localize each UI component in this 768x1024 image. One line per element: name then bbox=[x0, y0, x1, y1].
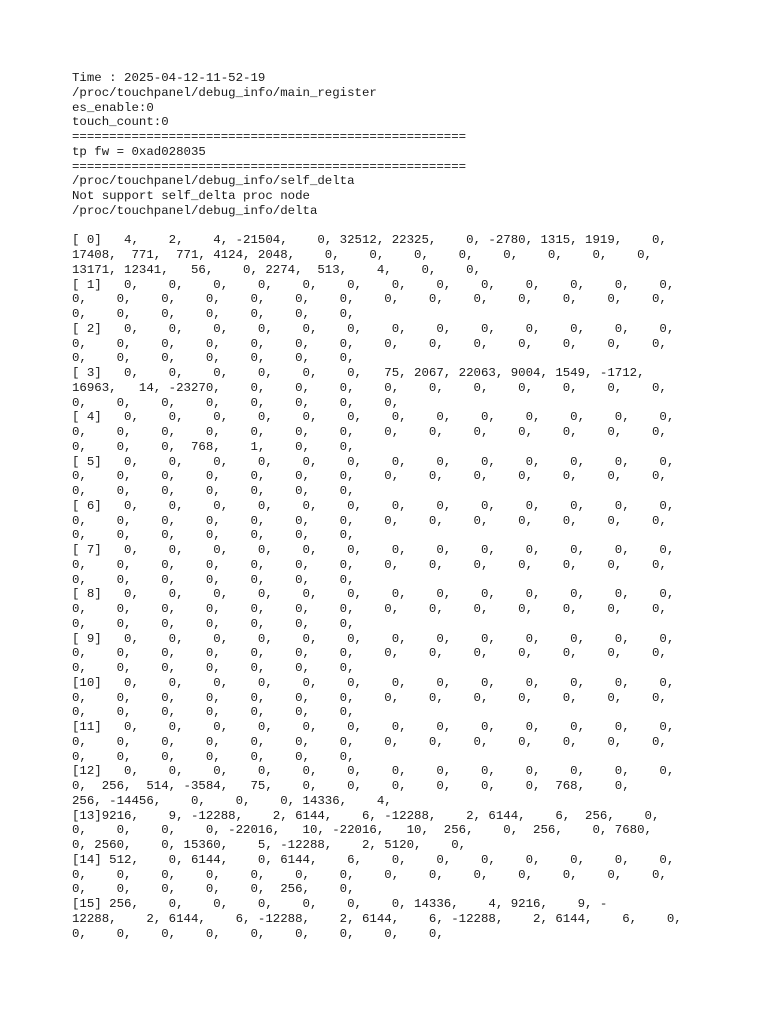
delta-row-line: 0, 0, 0, 0, 0, 0, 0, bbox=[72, 616, 355, 631]
delta-row-line: 0, 2560, 0, 15360, 5, -12288, 2, 5120, 0, bbox=[72, 838, 467, 852]
delta-row-line: [ 7] 0, 0, 0, 0, 0, 0, 0, 0, 0, 0, 0, 0, 0, bbox=[72, 543, 675, 557]
es-enable-line: es_enable:0 bbox=[72, 100, 154, 115]
delta-row-line: 0, 0, 0, 0, 0, 0, 0, 0, 0, bbox=[72, 926, 444, 941]
delta-row-line: [ 3] 0, 0, 0, 0, 0, 0, 75, 2067, 22063, 9004, 1549, -1712, bbox=[72, 366, 645, 380]
delta-row-line: 0, 0, 0, 0, 0, 0, 0, bbox=[72, 749, 355, 764]
delta-row-line: [14] 512, 0, 6144, 0, 6144, 6, 0, 0, 0, 0, 0, 0, 0, bbox=[72, 852, 675, 867]
delta-row-line: 0, 0, 0, 0, 0, 0, 0, 0, 0, 0, 0, 0, 0, 0, bbox=[72, 336, 667, 351]
delta-row-line: [13]9216, 9, -12288, 2, 6144, 6, -12288, 2, 6144, 6, 256, 0, bbox=[72, 808, 660, 823]
debug-log-document bbox=[72, 71, 762, 941]
delta-row-line: [ 5] 0, 0, 0, 0, 0, 0, 0, 0, 0, 0, 0, 0, 0, bbox=[72, 454, 675, 469]
delta-row-line: [12] 0, 0, 0, 0, 0, 0, 0, 0, 0, 0, 0, 0, 0, bbox=[72, 764, 675, 779]
delta-row-line: [ 6] 0, 0, 0, 0, 0, 0, 0, 0, 0, 0, 0, 0, 0, bbox=[72, 498, 675, 513]
delta-path: /proc/touchpanel/debug_info/delta bbox=[72, 203, 318, 218]
delta-row-line: 0, 256, 514, -3584, 75, 0, 0, 0, 0, 0, 0, 768, 0, bbox=[72, 779, 630, 793]
self-delta-note: Not support self_delta proc node bbox=[72, 189, 310, 203]
self-delta-path: /proc/touchpanel/debug_info/self_delta bbox=[72, 174, 355, 189]
delta-row-line: 0, 0, 0, 0, 0, 0, 0, 0, 0, 0, 0, 0, 0, 0, bbox=[72, 690, 667, 705]
delta-row-line: [ 2] 0, 0, 0, 0, 0, 0, 0, 0, 0, 0, 0, 0, 0, bbox=[72, 321, 675, 336]
main-register-path: /proc/touchpanel/debug_info/main_register bbox=[72, 85, 377, 100]
delta-row-line: 0, 0, 0, 0, 0, 0, 0, 0, 0, 0, 0, 0, 0, 0, bbox=[72, 469, 667, 484]
delta-row-line: [ 4] 0, 0, 0, 0, 0, 0, 0, 0, 0, 0, 0, 0, 0, bbox=[72, 410, 675, 425]
delta-row-line: [ 1] 0, 0, 0, 0, 0, 0, 0, 0, 0, 0, 0, 0, 0, bbox=[72, 277, 675, 292]
delta-row-line: 0, 0, 0, 0, 0, 0, 0, bbox=[72, 484, 355, 498]
delta-row-line: 13171, 12341, 56, 0, 2274, 513, 4, 0, 0, bbox=[72, 262, 481, 277]
delta-row-line: 16963, 14, -23270, 0, 0, 0, 0, 0, 0, 0, 0, 0, 0, bbox=[72, 380, 667, 395]
touch-count-line: touch_count:0 bbox=[72, 115, 169, 130]
delta-row-line: 0, 0, 0, 0, 0, 0, 0, 0, bbox=[72, 395, 400, 410]
delta-row-line: 0, 0, 0, 0, 0, 0, 0, bbox=[72, 572, 355, 587]
separator-line: ===================================================== bbox=[72, 159, 467, 174]
delta-row-line: 12288, 2, 6144, 6, -12288, 2, 6144, 6, -12288, 2, 6144, 6, 0, bbox=[72, 911, 682, 926]
delta-row-line: 0, 0, 0, 0, 0, 0, 0, bbox=[72, 705, 355, 720]
delta-row-line: 0, 0, 0, 0, 0, 0, 0, 0, 0, 0, 0, 0, 0, 0, bbox=[72, 425, 667, 439]
delta-matrix bbox=[72, 233, 762, 941]
separator-line: ===================================================== bbox=[72, 130, 467, 144]
delta-row-line: 0, 0, 0, 0, 0, 0, 0, 0, 0, 0, 0, 0, 0, 0, bbox=[72, 602, 667, 616]
delta-row-line: 0, 0, 0, 0, 0, 256, 0, bbox=[72, 882, 355, 897]
blank-spacer bbox=[72, 219, 762, 234]
delta-row-line: [11] 0, 0, 0, 0, 0, 0, 0, 0, 0, 0, 0, 0, 0, bbox=[72, 720, 675, 734]
delta-row-line: [ 0] 4, 2, 4, -21504, 0, 32512, 22325, 0, -2780, 1315, 1919, 0, bbox=[72, 233, 667, 248]
delta-row-line: 0, 0, 0, 0, 0, 0, 0, bbox=[72, 661, 355, 675]
delta-row-line: 256, -14456, 0, 0, 0, 14336, 4, bbox=[72, 793, 392, 808]
delta-row-line: 0, 0, 0, 768, 1, 0, 0, bbox=[72, 439, 355, 454]
delta-row-line: 0, 0, 0, 0, 0, 0, 0, 0, 0, 0, 0, 0, 0, 0, bbox=[72, 292, 667, 307]
delta-row-line: 17408, 771, 771, 4124, 2048, 0, 0, 0, 0, 0, 0, 0, 0, bbox=[72, 248, 652, 262]
delta-row-line: 0, 0, 0, 0, 0, 0, 0, 0, 0, 0, 0, 0, 0, 0, bbox=[72, 867, 667, 882]
delta-row-line: 0, 0, 0, 0, 0, 0, 0, 0, 0, 0, 0, 0, 0, 0, bbox=[72, 513, 667, 528]
delta-row-line: 0, 0, 0, 0, -22016, 10, -22016, 10, 256, 0, 256, 0, 7680, bbox=[72, 823, 652, 838]
time-line: Time : 2025-04-12-11-52-19 bbox=[72, 71, 266, 85]
delta-row-line: [15] 256, 0, 0, 0, 0, 0, 0, 14336, 4, 9216, 9, - bbox=[72, 897, 608, 911]
delta-row-line: [10] 0, 0, 0, 0, 0, 0, 0, 0, 0, 0, 0, 0, 0, bbox=[72, 675, 675, 690]
delta-row-line: [ 8] 0, 0, 0, 0, 0, 0, 0, 0, 0, 0, 0, 0, 0, bbox=[72, 587, 675, 602]
delta-row-line: 0, 0, 0, 0, 0, 0, 0, 0, 0, 0, 0, 0, 0, 0, bbox=[72, 646, 667, 661]
delta-row-line: 0, 0, 0, 0, 0, 0, 0, 0, 0, 0, 0, 0, 0, 0, bbox=[72, 734, 667, 749]
tp-fw-line: tp fw = 0xad028035 bbox=[72, 144, 206, 159]
delta-row-line: 0, 0, 0, 0, 0, 0, 0, 0, 0, 0, 0, 0, 0, 0, bbox=[72, 557, 667, 572]
delta-row-line: 0, 0, 0, 0, 0, 0, 0, bbox=[72, 307, 355, 321]
delta-row-line: 0, 0, 0, 0, 0, 0, 0, bbox=[72, 351, 355, 366]
delta-row-line: 0, 0, 0, 0, 0, 0, 0, bbox=[72, 528, 355, 543]
delta-row-line: [ 9] 0, 0, 0, 0, 0, 0, 0, 0, 0, 0, 0, 0, 0, bbox=[72, 631, 675, 646]
